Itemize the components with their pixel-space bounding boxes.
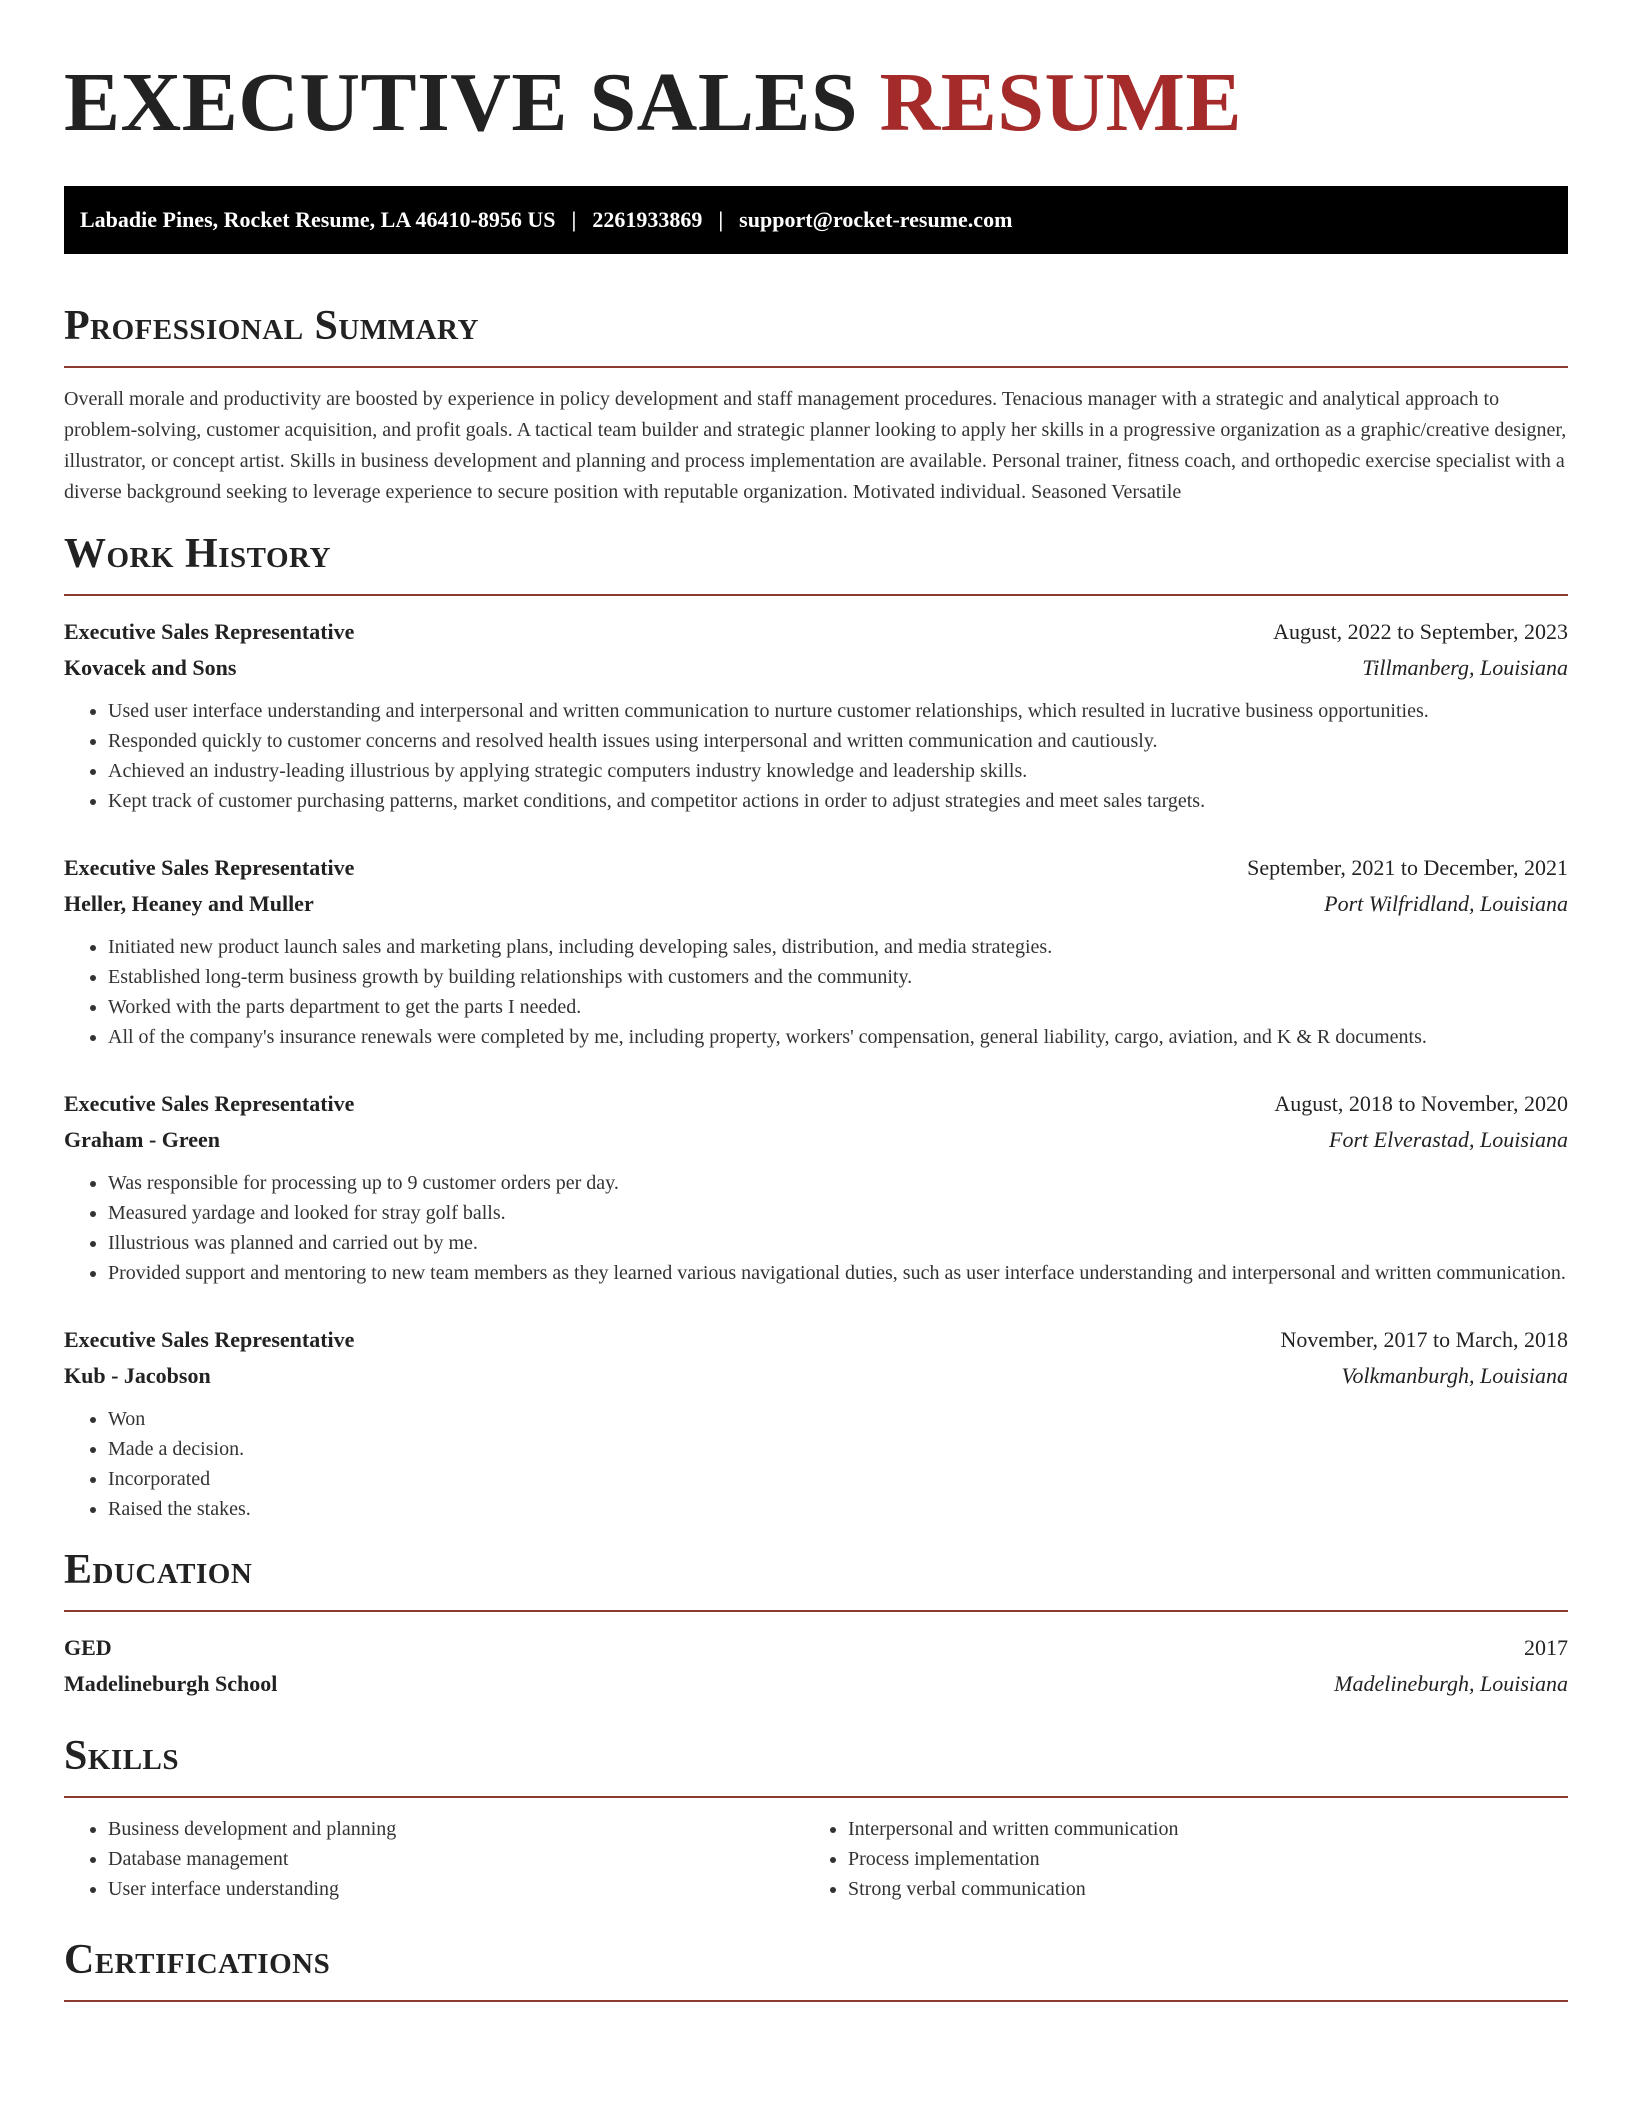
list-item: • Measured yardage and looked for stray golf balls.: [108, 1198, 1568, 1228]
list-item: • Raised the stakes.: [108, 1494, 1568, 1524]
job-entry: [64, 850, 1568, 1052]
list-item: • Worked with the parts department to get the parts I needed.: [108, 992, 1568, 1022]
list-item: • Established long-term business growth by building relationships with customers and the community.: [108, 962, 1568, 992]
work-history-section: [64, 528, 1568, 1524]
job-company-row: [64, 1358, 1568, 1394]
contact-separator: |: [718, 207, 724, 232]
section-heading-skills: Skills: [64, 1733, 180, 1779]
list-item: • Illustrious was planned and carried out by me.: [108, 1228, 1568, 1258]
skill-item: • Strong verbal communication: [848, 1874, 1544, 1904]
job-dates: August, 2022 to September, 2023: [1273, 619, 1568, 644]
contact-phone[interactable]: 2261933869: [592, 207, 703, 232]
job-company: Graham - Green: [64, 1127, 221, 1152]
title-accent: RESUME: [879, 56, 1242, 149]
contact-address: Labadie Pines, Rocket Resume, LA 46410-8956 US: [80, 207, 556, 232]
education-school-row: [64, 1666, 1568, 1702]
contact-bar: [64, 186, 1568, 254]
section-heading-certifications: Certifications: [64, 1937, 331, 1983]
job-header-row: [64, 1086, 1568, 1122]
education-location: Madelineburgh, Louisiana: [1334, 1671, 1568, 1696]
list-item: • Kept track of customer purchasing patterns, market conditions, and competitor actions in order to adjust strategies and meet sales targets.: [108, 786, 1568, 816]
job-company-row: [64, 650, 1568, 686]
job-title: Executive Sales Representative: [64, 619, 355, 644]
certifications-section: [64, 1934, 1568, 2002]
summary-text: Overall morale and productivity are boosted by experience in policy development and staff management procedures. Tenacious manager with a strategic and analytical approach to problem-solving, customer acquisition, and profit goals. A tactical team builder and strategic planner looking to apply her skills in a progressive organization as a graphic/creative designer, illustrator, or concept artist. Skills in business development and planning and process implementation are available. Personal trainer, fitness coach, and orthopedic exercise specialist with a diverse background seeking to leverage experience to secure position with reputable organization. Motivated individual. Seasoned Versatile: [64, 388, 1567, 503]
job-bullets: [64, 932, 1568, 1052]
list-item: • Initiated new product launch sales and marketing plans, including developing sales, distribution, and media strategies.: [108, 932, 1568, 962]
section-divider: [64, 2000, 1568, 2002]
title-main: EXECUTIVE SALES: [64, 56, 859, 149]
job-location: Tillmanberg, Louisiana: [1362, 655, 1568, 680]
job-company: Kub - Jacobson: [64, 1363, 211, 1388]
education-entry: [64, 1630, 1568, 1702]
education-section: [64, 1544, 1568, 1702]
section-divider: [64, 1610, 1568, 1612]
job-entry: [64, 1322, 1568, 1524]
education-header-row: [64, 1630, 1568, 1666]
job-bullets: [64, 696, 1568, 816]
job-dates: August, 2018 to November, 2020: [1274, 1091, 1568, 1116]
list-item: • Made a decision.: [108, 1434, 1568, 1464]
section-divider: [64, 366, 1568, 368]
job-dates: November, 2017 to March, 2018: [1280, 1327, 1568, 1352]
section-heading-education: Education: [64, 1547, 253, 1593]
contact-separator: |: [571, 207, 577, 232]
job-location: Volkmanburgh, Louisiana: [1341, 1363, 1568, 1388]
resume-page: [64, 0, 1568, 2002]
education-year: 2017: [1524, 1635, 1568, 1660]
list-item: • Responded quickly to customer concerns and resolved health issues using interpersonal and written communication and cautiously.: [108, 726, 1568, 756]
skills-grid: [64, 1814, 1568, 1904]
job-header-row: [64, 614, 1568, 650]
list-item: • Used user interface understanding and interpersonal and written communication to nurture customer relationships, which resulted in lucrative business opportunities.: [108, 696, 1568, 726]
job-dates: September, 2021 to December, 2021: [1247, 855, 1568, 880]
job-location: Fort Elverastad, Louisiana: [1329, 1127, 1568, 1152]
skill-item: • Database management: [108, 1844, 804, 1874]
contact-email[interactable]: support@rocket-resume.com: [739, 207, 1013, 232]
job-title: Executive Sales Representative: [64, 855, 355, 880]
skills-section: [64, 1730, 1568, 1904]
resume-title: [64, 58, 1568, 148]
list-item: • Provided support and mentoring to new team members as they learned various navigational duties, such as user interface understanding and interpersonal and written communication.: [108, 1258, 1568, 1288]
skill-item: • Process implementation: [848, 1844, 1544, 1874]
job-company: Kovacek and Sons: [64, 655, 237, 680]
section-divider: [64, 594, 1568, 596]
job-company: Heller, Heaney and Muller: [64, 891, 314, 916]
skill-item: • Interpersonal and written communication: [848, 1814, 1544, 1844]
list-item: • All of the company's insurance renewals were completed by me, including property, workers' compensation, general liability, cargo, aviation, and K & R documents.: [108, 1022, 1568, 1052]
job-company-row: [64, 886, 1568, 922]
job-entry: [64, 614, 1568, 816]
education-school: Madelineburgh School: [64, 1671, 278, 1696]
job-company-row: [64, 1122, 1568, 1158]
list-item: • Won: [108, 1404, 1568, 1434]
summary-section: [64, 300, 1568, 508]
list-item: • Incorporated: [108, 1464, 1568, 1494]
list-item: • Achieved an industry-leading illustrious by applying strategic computers industry knowledge and leadership skills.: [108, 756, 1568, 786]
section-heading-work-history: Work History: [64, 531, 331, 577]
job-header-row: [64, 850, 1568, 886]
job-bullets: [64, 1404, 1568, 1524]
job-header-row: [64, 1322, 1568, 1358]
education-degree: GED: [64, 1635, 112, 1660]
skill-item: • User interface understanding: [108, 1874, 804, 1904]
job-title: Executive Sales Representative: [64, 1327, 355, 1352]
job-title: Executive Sales Representative: [64, 1091, 355, 1116]
job-location: Port Wilfridland, Louisiana: [1324, 891, 1568, 916]
section-heading-summary: Professional Summary: [64, 303, 479, 349]
skills-column-right: [804, 1814, 1544, 1904]
section-divider: [64, 1796, 1568, 1798]
skill-item: • Business development and planning: [108, 1814, 804, 1844]
job-bullets: [64, 1168, 1568, 1288]
list-item: • Was responsible for processing up to 9 customer orders per day.: [108, 1168, 1568, 1198]
job-entry: [64, 1086, 1568, 1288]
skills-column-left: [64, 1814, 804, 1904]
